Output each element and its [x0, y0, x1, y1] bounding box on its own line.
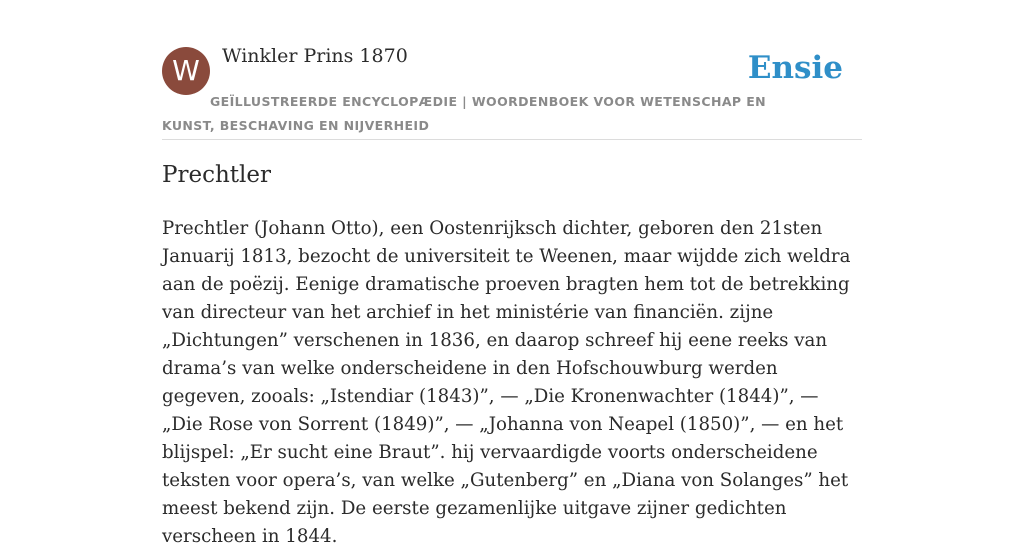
source-title[interactable]: Winkler Prins 1870 — [222, 45, 408, 67]
entry-body: Prechtler (Johann Otto), een Oostenrijksch dichter, geboren den 21sten Januarij 1813, bezocht de universiteit te Weenen, maar wijdde zich weldra aan de poëzij. Eenige dramatische proeven bragten hem tot de betrekking van directeur van het archief in het ministérie van financiën. zijne „Dichtungen” verschenen in 1836, en daarop schreef hij eene reeks van drama’s van welke onderscheidene in den Hofschouwburg werden gegeven, zooals: „Istendiar (1843)”, — „Die Kronenwachter (1844)”, — „Die Rose von Sorrent (1849)”, — „Johanna von Neapel (1850)”, — en het blijspel: „Er sucht eine Braut”. hij vervaardigde voorts onderscheidene teksten voor opera’s, van welke „Gutenberg” en „Diana von Solanges” het meest bekend zijn. De eerste gezamenlijke uitgave zijner gedichten verscheen in 1844. — [162, 218, 851, 547]
source-avatar: W — [162, 47, 210, 95]
source-subtitle: GEÏLLUSTREERDE ENCYCLOPÆDIE | WOORDENBOEK VOOR WETENSCHAP EN KUNST, BESCHAVING EN NIJVERHEID — [162, 94, 767, 133]
entry-title: Prechtler — [162, 162, 271, 188]
header-divider — [162, 139, 862, 140]
ensie-logo[interactable]: Ensie — [747, 50, 843, 86]
